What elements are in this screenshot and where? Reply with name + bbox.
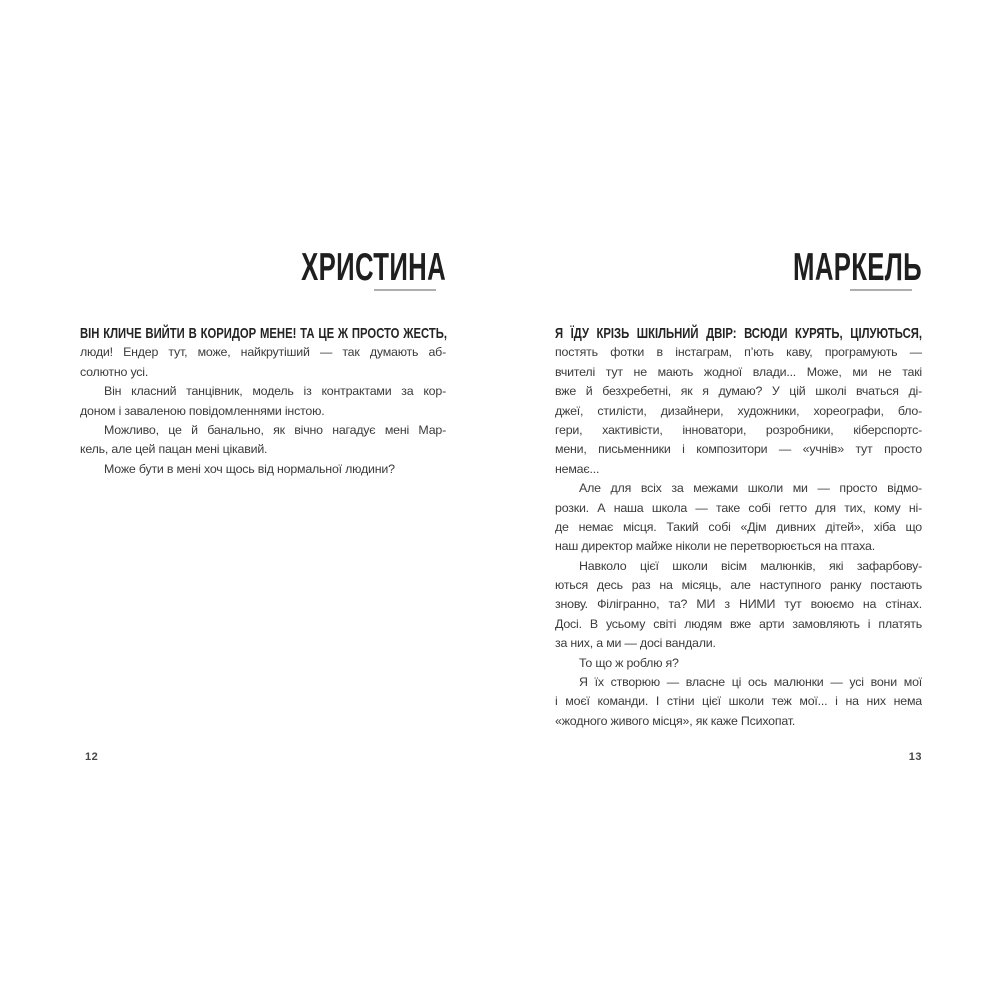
page-number-left: 12 [85,751,99,763]
text-line: ються десь раз на місяць, але наступного ранку постають [555,578,922,593]
page-number-right: 13 [908,751,922,763]
text-line: люди! Ендер тут, може, найкрутіший — так думають аб- [80,345,446,360]
title-underline-left [374,289,436,291]
text-line: вже й безхребетні, як я думаю? У цій школі вчаться ді- [555,384,922,399]
text-line: немає... [555,461,600,476]
text-line: Я ЇДУ КРІЗЬ ШКІЛЬНИЙ ДВІР: ВСЮДИ КУРЯТЬ, ЦІЛУЮТЬСЯ, [555,325,922,342]
text-line: гери, хактивісти, інноватори, розробники, кіберспортс- [555,422,922,437]
text-line: де немає місця. Такий собі «Дім дивних дітей», хіба що [555,519,922,534]
text-line: знову. Філігранно, та? МИ з НИМИ тут воюємо на стінах. [555,597,922,612]
chapter-title-left: ХРИСТИНА [301,246,446,289]
text-line: розки. А наша школа — таке собі гетто для тих, кому ні- [555,500,922,515]
text-line: постять фотки в інстаграм, п’ють каву, програмують — [555,345,922,360]
text-line: Я їх створюю — власне ці ось малюнки — усі вони мої [579,675,922,690]
text-line: Може бути в мені хоч щось від нормальної людини? [104,461,395,476]
text-line: вчителі тут не мають жодної влади... Може, ми не такі [555,364,922,379]
text-line: за них, а ми — досі вандали. [555,636,716,651]
text-line: ВІН КЛИЧЕ ВИЙТИ В КОРИДОР МЕНЕ! ТА ЦЕ Ж ПРОСТО ЖЕСТЬ, [80,325,447,342]
text-line: Навколо цієї школи вісім малюнків, які зафарбову- [579,558,922,573]
text-line: наш директор майже ніколи не перетворюється на птаха. [555,539,875,554]
text-line: доном і заваленою повідомленнями інстою. [80,403,325,418]
text-line: То що ж роблю я? [579,655,679,670]
text-line: солютно усі. [80,364,149,379]
text-line: Можливо, це й банально, як вічно нагадує мені Мар- [104,422,446,437]
body-text-right [555,324,922,731]
text-line: Він класний танцівник, модель із контрактами за кор- [104,384,446,399]
text-line: «жодного живого місця», як каже Психопат. [555,713,796,728]
page-left [80,246,447,479]
text-line: і моєї команди. І стіни цієї школи теж мої... і на них нема [555,694,922,709]
body-text-left [80,324,446,479]
text-line: Досі. В усьому світі людям вже арти замовляють і платять [555,616,922,631]
text-line: джеї, стилісти, дизайнери, художники, хореографи, бло- [555,403,922,418]
page-right [555,246,922,731]
chapter-title-right: МАРКЕЛЬ [793,246,922,289]
text-line: кель, але цей пацан мені цікавий. [80,442,268,457]
text-line: мени, письменники і композитори — «учнів» тут просто [555,442,922,457]
text-line: Але для всіх за межами школи ми — просто відмо- [579,481,922,496]
title-underline-right [850,289,912,291]
